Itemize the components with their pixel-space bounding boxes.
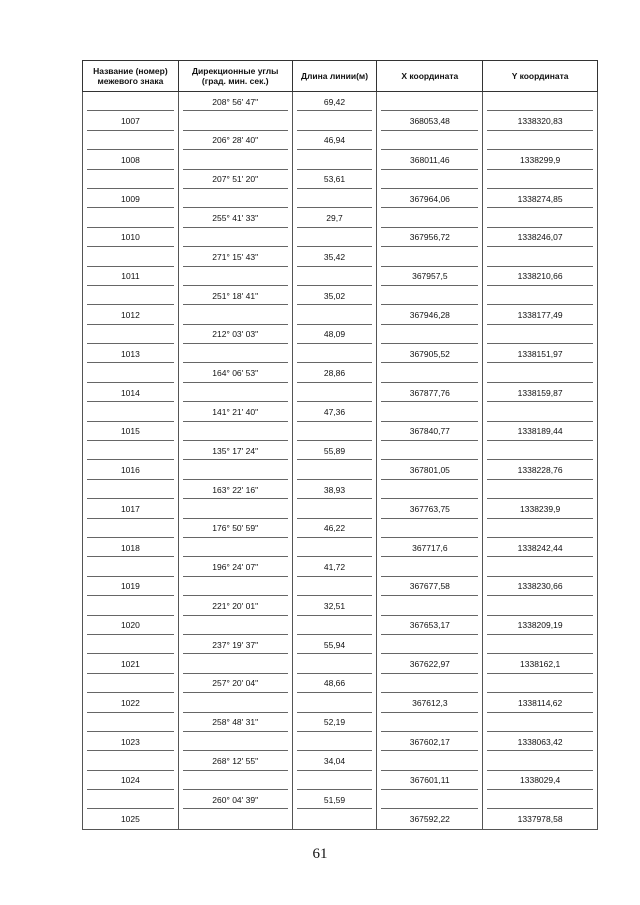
point-name-cell: 1014 xyxy=(83,383,179,402)
y-coordinate-cell xyxy=(483,480,598,499)
x-coordinate-cell: 367964,06 xyxy=(377,189,483,208)
table-row xyxy=(82,111,598,130)
x-coordinate-cell xyxy=(377,790,483,809)
directional-angle-cell xyxy=(179,499,293,518)
table-row xyxy=(82,771,598,790)
directional-angle-cell: 268° 12' 55" xyxy=(179,751,293,770)
header-x-coordinate: X координата xyxy=(377,61,483,91)
y-coordinate-cell xyxy=(483,713,598,732)
line-length-cell xyxy=(293,732,378,751)
point-name-cell: 1008 xyxy=(83,150,179,169)
point-name-cell: 1025 xyxy=(83,809,179,828)
table-row xyxy=(82,363,598,382)
table-row xyxy=(82,383,598,402)
line-length-cell: 48,66 xyxy=(293,674,378,693)
directional-angle-cell xyxy=(179,111,293,130)
directional-angle-cell xyxy=(179,150,293,169)
directional-angle-cell xyxy=(179,654,293,673)
table-row xyxy=(82,131,598,150)
line-length-cell: 35,42 xyxy=(293,247,378,266)
x-coordinate-cell: 367840,77 xyxy=(377,422,483,441)
table-row xyxy=(82,247,598,266)
directional-angle-cell xyxy=(179,189,293,208)
y-coordinate-cell xyxy=(483,131,598,150)
point-name-cell xyxy=(83,325,179,344)
y-coordinate-cell: 1338114,62 xyxy=(483,693,598,712)
directional-angle-cell: 237° 19' 37" xyxy=(179,635,293,654)
line-length-cell xyxy=(293,111,378,130)
line-length-cell xyxy=(293,460,378,479)
directional-angle-cell: 207° 51' 20" xyxy=(179,170,293,189)
x-coordinate-cell: 367602,17 xyxy=(377,732,483,751)
table-row xyxy=(82,790,598,809)
line-length-cell: 28,86 xyxy=(293,363,378,382)
x-coordinate-cell xyxy=(377,131,483,150)
y-coordinate-cell: 1338274,85 xyxy=(483,189,598,208)
x-coordinate-cell xyxy=(377,441,483,460)
point-name-cell: 1024 xyxy=(83,771,179,790)
directional-angle-cell xyxy=(179,732,293,751)
x-coordinate-cell xyxy=(377,557,483,576)
line-length-cell xyxy=(293,150,378,169)
line-length-cell xyxy=(293,693,378,712)
point-name-cell: 1022 xyxy=(83,693,179,712)
x-coordinate-cell xyxy=(377,170,483,189)
point-name-cell: 1023 xyxy=(83,732,179,751)
directional-angle-cell: 255° 41' 33" xyxy=(179,208,293,227)
y-coordinate-cell xyxy=(483,208,598,227)
point-name-cell xyxy=(83,208,179,227)
point-name-cell xyxy=(83,363,179,382)
line-length-cell: 51,59 xyxy=(293,790,378,809)
header-y-coordinate: Y координата xyxy=(483,61,598,91)
boundary-coordinates-table xyxy=(82,60,598,830)
directional-angle-cell xyxy=(179,538,293,557)
x-coordinate-cell: 367677,58 xyxy=(377,577,483,596)
x-coordinate-cell xyxy=(377,480,483,499)
point-name-cell xyxy=(83,92,179,111)
directional-angle-cell: 257° 20' 04" xyxy=(179,674,293,693)
table-row xyxy=(82,170,598,189)
directional-angle-cell: 260° 04' 39" xyxy=(179,790,293,809)
directional-angle-cell xyxy=(179,809,293,828)
point-name-cell: 1019 xyxy=(83,577,179,596)
line-length-cell: 69,42 xyxy=(293,92,378,111)
y-coordinate-cell: 1338151,97 xyxy=(483,344,598,363)
point-name-cell xyxy=(83,751,179,770)
table-row xyxy=(82,422,598,441)
table-row xyxy=(82,519,598,538)
line-length-cell xyxy=(293,538,378,557)
table-row xyxy=(82,208,598,227)
y-coordinate-cell xyxy=(483,751,598,770)
point-name-cell: 1015 xyxy=(83,422,179,441)
x-coordinate-cell: 367717,6 xyxy=(377,538,483,557)
line-length-cell: 52,19 xyxy=(293,713,378,732)
page-number: 61 xyxy=(312,846,328,862)
x-coordinate-cell: 367956,72 xyxy=(377,228,483,247)
line-length-cell xyxy=(293,422,378,441)
y-coordinate-cell: 1338189,44 xyxy=(483,422,598,441)
line-length-cell: 46,22 xyxy=(293,519,378,538)
directional-angle-cell xyxy=(179,267,293,286)
y-coordinate-cell: 1338063,42 xyxy=(483,732,598,751)
table-row xyxy=(82,344,598,363)
table-row xyxy=(82,635,598,654)
directional-angle-cell xyxy=(179,305,293,324)
table-row xyxy=(82,674,598,693)
x-coordinate-cell xyxy=(377,674,483,693)
point-name-cell: 1010 xyxy=(83,228,179,247)
x-coordinate-cell: 367622,97 xyxy=(377,654,483,673)
table-header xyxy=(82,60,598,92)
x-coordinate-cell xyxy=(377,635,483,654)
line-length-cell: 41,72 xyxy=(293,557,378,576)
table-row xyxy=(82,150,598,169)
table-row xyxy=(82,732,598,751)
directional-angle-cell xyxy=(179,616,293,635)
line-length-cell: 38,93 xyxy=(293,480,378,499)
y-coordinate-cell: 1338228,76 xyxy=(483,460,598,479)
line-length-cell: 48,09 xyxy=(293,325,378,344)
point-name-cell xyxy=(83,286,179,305)
line-length-cell xyxy=(293,344,378,363)
directional-angle-cell: 258° 48' 31" xyxy=(179,713,293,732)
point-name-cell xyxy=(83,519,179,538)
point-name-cell xyxy=(83,441,179,460)
point-name-cell xyxy=(83,635,179,654)
line-length-cell xyxy=(293,267,378,286)
y-coordinate-cell xyxy=(483,790,598,809)
point-name-cell xyxy=(83,674,179,693)
point-name-cell xyxy=(83,247,179,266)
point-name-cell xyxy=(83,790,179,809)
table-row xyxy=(82,402,598,421)
x-coordinate-cell xyxy=(377,325,483,344)
y-coordinate-cell: 1338177,49 xyxy=(483,305,598,324)
directional-angle-cell xyxy=(179,693,293,712)
y-coordinate-cell xyxy=(483,247,598,266)
directional-angle-cell: 271° 15' 43" xyxy=(179,247,293,266)
y-coordinate-cell xyxy=(483,92,598,111)
table-row xyxy=(82,809,598,829)
table-row xyxy=(82,460,598,479)
table-row xyxy=(82,693,598,712)
y-coordinate-cell: 1338029,4 xyxy=(483,771,598,790)
directional-angle-cell: 206° 28' 40" xyxy=(179,131,293,150)
y-coordinate-cell: 1338210,66 xyxy=(483,267,598,286)
directional-angle-cell xyxy=(179,383,293,402)
point-name-cell: 1017 xyxy=(83,499,179,518)
line-length-cell xyxy=(293,809,378,828)
table-row xyxy=(82,751,598,770)
line-length-cell: 35,02 xyxy=(293,286,378,305)
directional-angle-cell xyxy=(179,344,293,363)
y-coordinate-cell xyxy=(483,635,598,654)
directional-angle-cell: 135° 17' 24" xyxy=(179,441,293,460)
directional-angle-cell: 163° 22' 16" xyxy=(179,480,293,499)
line-length-cell xyxy=(293,305,378,324)
header-point-name: Название (номер) межевого знака xyxy=(83,61,179,91)
table-row xyxy=(82,92,598,111)
directional-angle-cell: 221° 20' 01" xyxy=(179,596,293,615)
point-name-cell: 1016 xyxy=(83,460,179,479)
y-coordinate-cell xyxy=(483,286,598,305)
y-coordinate-cell xyxy=(483,674,598,693)
x-coordinate-cell xyxy=(377,713,483,732)
point-name-cell: 1018 xyxy=(83,538,179,557)
y-coordinate-cell: 1337978,58 xyxy=(483,809,598,828)
directional-angle-cell xyxy=(179,460,293,479)
y-coordinate-cell xyxy=(483,363,598,382)
y-coordinate-cell: 1338159,87 xyxy=(483,383,598,402)
y-coordinate-cell xyxy=(483,596,598,615)
line-length-cell xyxy=(293,577,378,596)
line-length-cell: 34,04 xyxy=(293,751,378,770)
x-coordinate-cell xyxy=(377,402,483,421)
table-row xyxy=(82,228,598,247)
table-row xyxy=(82,267,598,286)
directional-angle-cell xyxy=(179,771,293,790)
header-line-length: Длина линии(м) xyxy=(293,61,378,91)
directional-angle-cell: 176° 50' 59" xyxy=(179,519,293,538)
directional-angle-cell xyxy=(179,577,293,596)
x-coordinate-cell: 367601,11 xyxy=(377,771,483,790)
point-name-cell xyxy=(83,131,179,150)
x-coordinate-cell: 367801,05 xyxy=(377,460,483,479)
point-name-cell: 1020 xyxy=(83,616,179,635)
y-coordinate-cell: 1338209,19 xyxy=(483,616,598,635)
x-coordinate-cell xyxy=(377,247,483,266)
x-coordinate-cell xyxy=(377,208,483,227)
table-row xyxy=(82,538,598,557)
x-coordinate-cell xyxy=(377,92,483,111)
y-coordinate-cell xyxy=(483,557,598,576)
table-row xyxy=(82,325,598,344)
table-row xyxy=(82,441,598,460)
x-coordinate-cell: 367592,22 xyxy=(377,809,483,828)
line-length-cell: 32,51 xyxy=(293,596,378,615)
point-name-cell: 1007 xyxy=(83,111,179,130)
x-coordinate-cell: 367877,76 xyxy=(377,383,483,402)
directional-angle-cell xyxy=(179,228,293,247)
x-coordinate-cell xyxy=(377,363,483,382)
x-coordinate-cell: 368053,48 xyxy=(377,111,483,130)
point-name-cell: 1012 xyxy=(83,305,179,324)
table-row xyxy=(82,557,598,576)
line-length-cell: 55,89 xyxy=(293,441,378,460)
directional-angle-cell: 196° 24' 07" xyxy=(179,557,293,576)
table-row xyxy=(82,713,598,732)
y-coordinate-cell: 1338239,9 xyxy=(483,499,598,518)
table-row xyxy=(82,654,598,673)
y-coordinate-cell xyxy=(483,402,598,421)
line-length-cell xyxy=(293,499,378,518)
y-coordinate-cell xyxy=(483,519,598,538)
y-coordinate-cell xyxy=(483,325,598,344)
y-coordinate-cell: 1338320,83 xyxy=(483,111,598,130)
line-length-cell xyxy=(293,771,378,790)
y-coordinate-cell: 1338246,07 xyxy=(483,228,598,247)
x-coordinate-cell: 367653,17 xyxy=(377,616,483,635)
point-name-cell xyxy=(83,170,179,189)
table-row xyxy=(82,616,598,635)
directional-angle-cell: 208° 56' 47" xyxy=(179,92,293,111)
line-length-cell xyxy=(293,189,378,208)
line-length-cell: 55,94 xyxy=(293,635,378,654)
directional-angle-cell: 141° 21' 40" xyxy=(179,402,293,421)
line-length-cell: 29,7 xyxy=(293,208,378,227)
line-length-cell xyxy=(293,616,378,635)
y-coordinate-cell: 1338162,1 xyxy=(483,654,598,673)
y-coordinate-cell xyxy=(483,170,598,189)
x-coordinate-cell: 367957,5 xyxy=(377,267,483,286)
table-body xyxy=(82,92,598,830)
directional-angle-cell: 251° 18' 41" xyxy=(179,286,293,305)
point-name-cell: 1013 xyxy=(83,344,179,363)
x-coordinate-cell: 367905,52 xyxy=(377,344,483,363)
y-coordinate-cell: 1338299,9 xyxy=(483,150,598,169)
point-name-cell xyxy=(83,596,179,615)
table-row xyxy=(82,577,598,596)
point-name-cell: 1011 xyxy=(83,267,179,286)
point-name-cell: 1009 xyxy=(83,189,179,208)
point-name-cell xyxy=(83,402,179,421)
y-coordinate-cell: 1338242,44 xyxy=(483,538,598,557)
x-coordinate-cell xyxy=(377,751,483,770)
line-length-cell xyxy=(293,228,378,247)
y-coordinate-cell xyxy=(483,441,598,460)
x-coordinate-cell xyxy=(377,596,483,615)
table-row xyxy=(82,286,598,305)
table-row xyxy=(82,480,598,499)
header-directional-angle: Дирекционные углы (град. мин. сек.) xyxy=(179,61,293,91)
directional-angle-cell: 212° 03' 03" xyxy=(179,325,293,344)
point-name-cell: 1021 xyxy=(83,654,179,673)
y-coordinate-cell: 1338230,66 xyxy=(483,577,598,596)
line-length-cell xyxy=(293,383,378,402)
point-name-cell xyxy=(83,557,179,576)
x-coordinate-cell: 367612,3 xyxy=(377,693,483,712)
x-coordinate-cell xyxy=(377,286,483,305)
directional-angle-cell xyxy=(179,422,293,441)
table-row xyxy=(82,189,598,208)
line-length-cell xyxy=(293,654,378,673)
line-length-cell: 47,36 xyxy=(293,402,378,421)
point-name-cell xyxy=(83,713,179,732)
directional-angle-cell: 164° 06' 53" xyxy=(179,363,293,382)
table-row xyxy=(82,305,598,324)
x-coordinate-cell: 367763,75 xyxy=(377,499,483,518)
table-row xyxy=(82,596,598,615)
line-length-cell: 53,61 xyxy=(293,170,378,189)
x-coordinate-cell: 367946,28 xyxy=(377,305,483,324)
point-name-cell xyxy=(83,480,179,499)
line-length-cell: 46,94 xyxy=(293,131,378,150)
table-row xyxy=(82,499,598,518)
x-coordinate-cell xyxy=(377,519,483,538)
x-coordinate-cell: 368011,46 xyxy=(377,150,483,169)
